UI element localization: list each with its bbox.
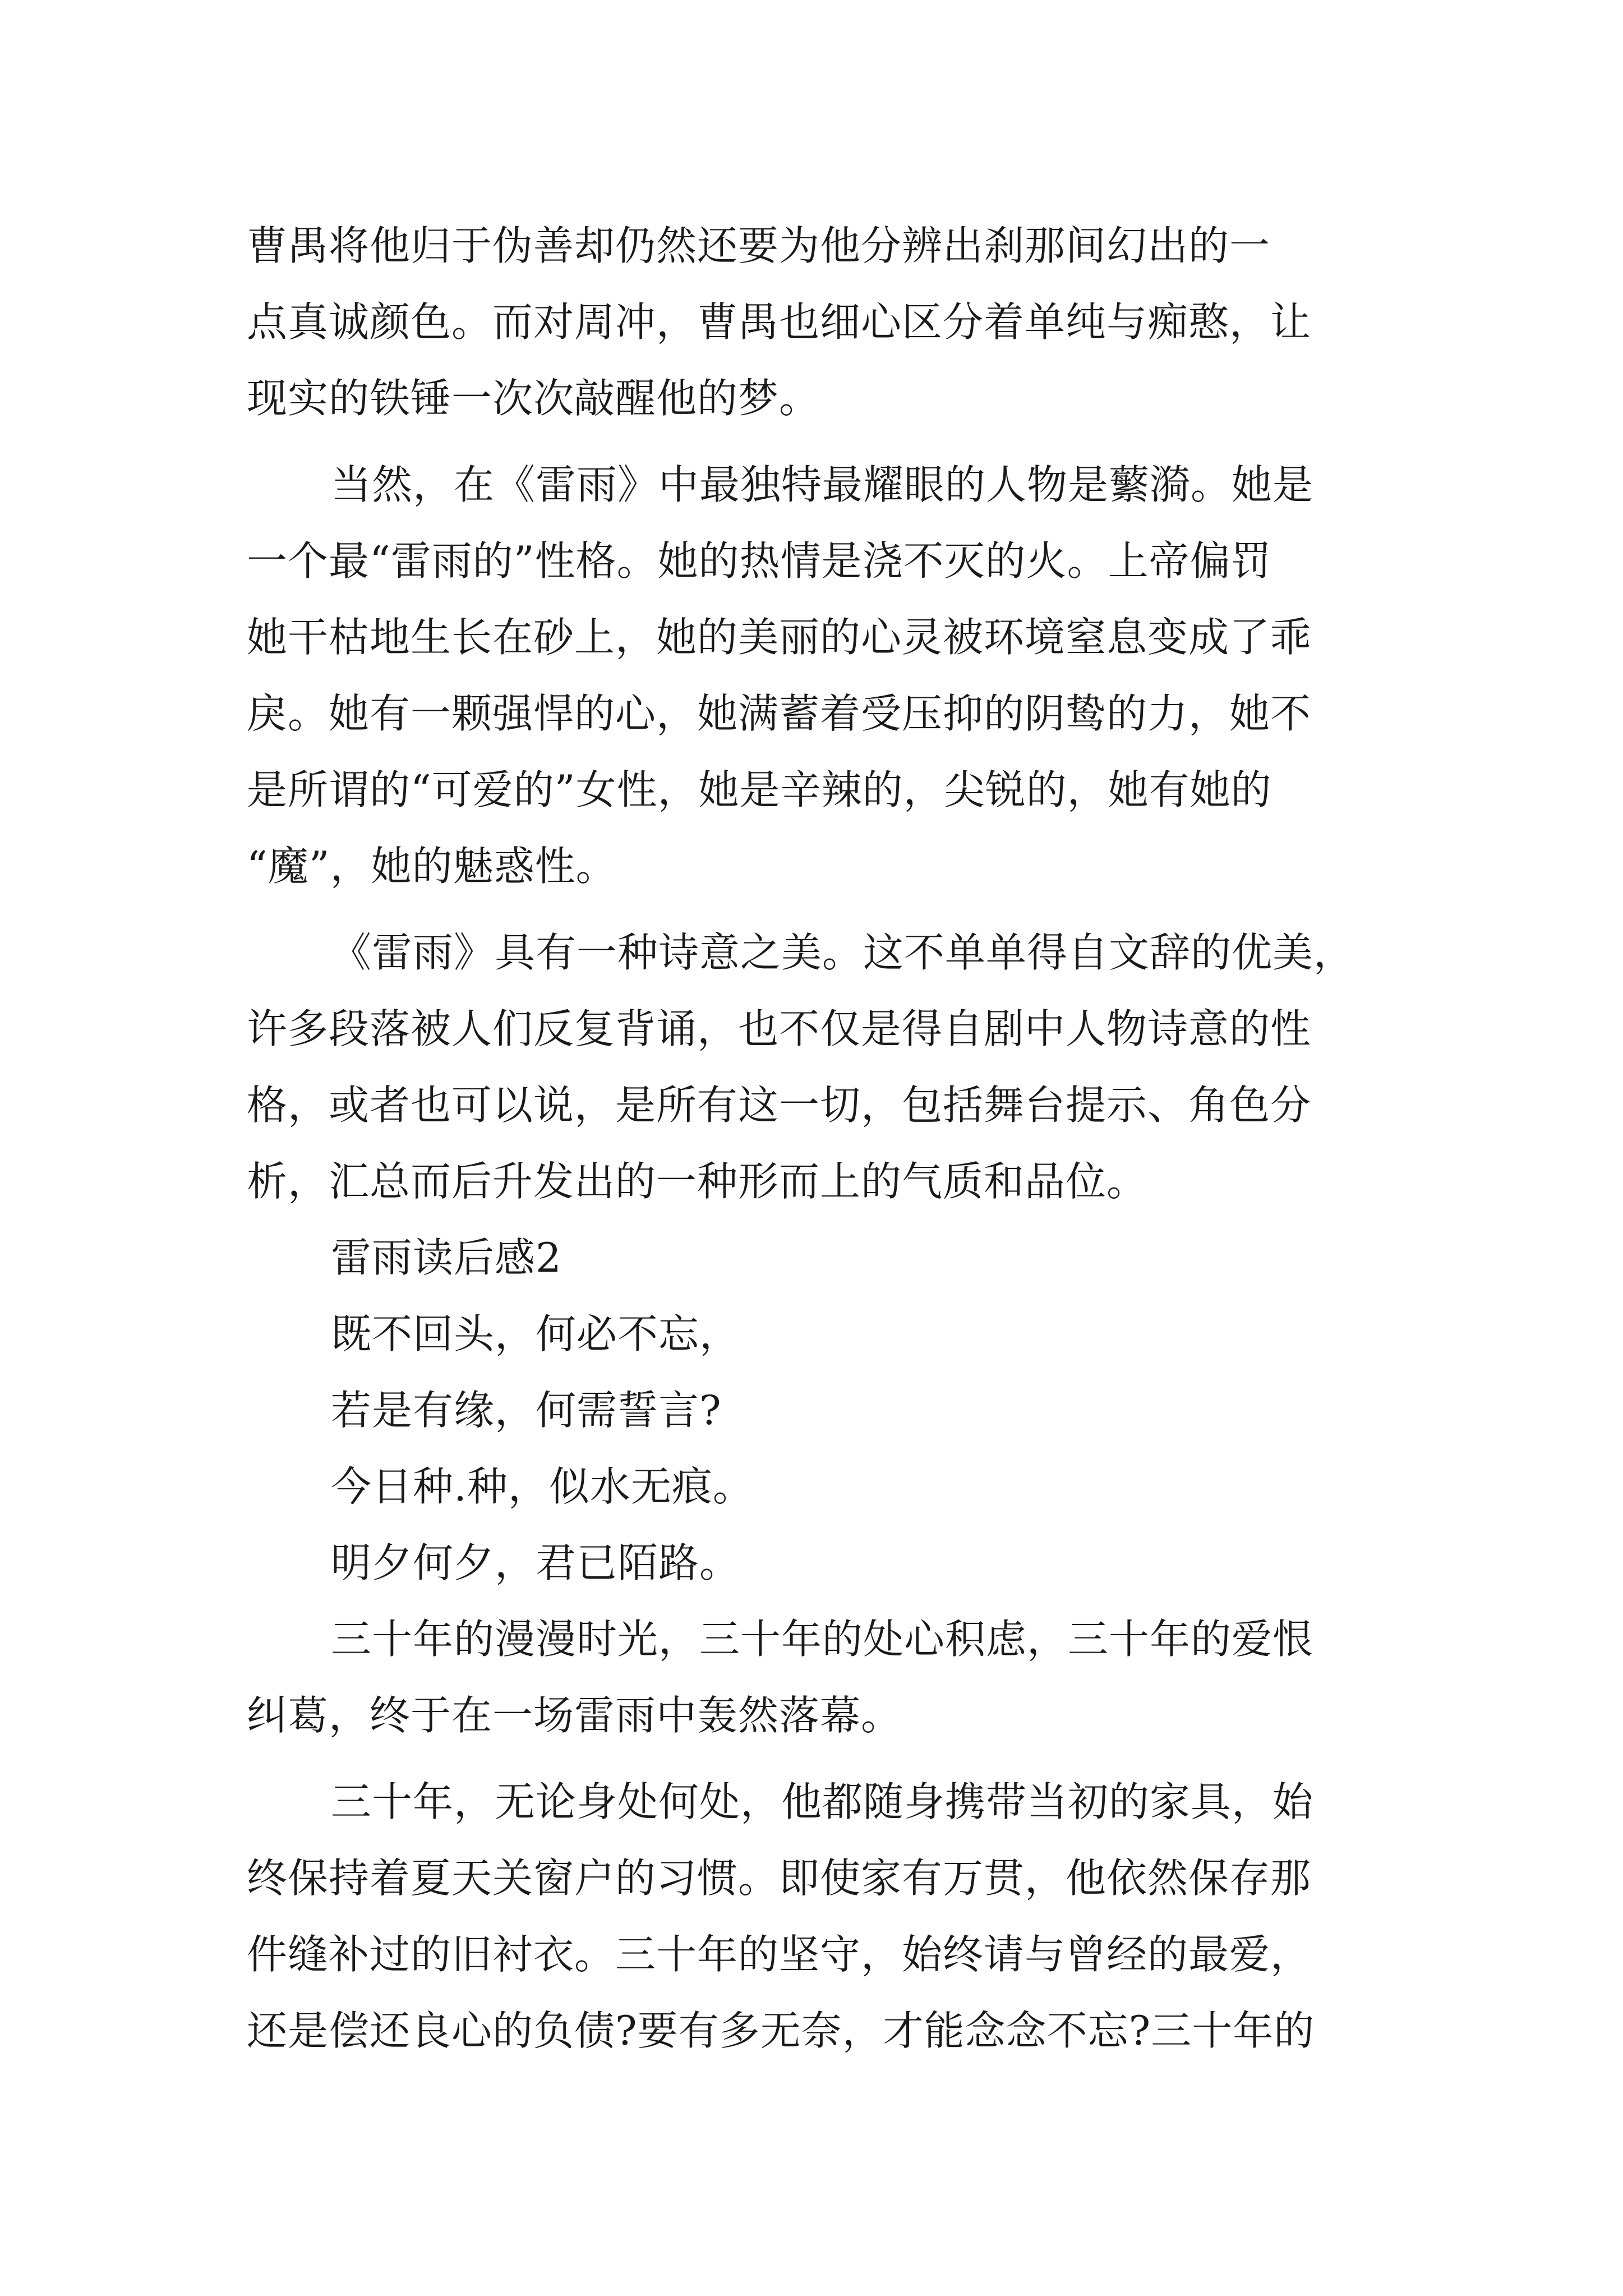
poem-line: 若是有缘，何需誓言? bbox=[331, 1387, 722, 1434]
text-line: 当然，在《雷雨》中最独特最耀眼的人物是蘩漪。她是 bbox=[331, 461, 1314, 508]
text-line: “魔”，她的魅惑性。 bbox=[247, 843, 617, 890]
paragraph bbox=[247, 1601, 1385, 1754]
text-line: 曹禺将他归于伪善却仍然还要为他分辨出刹那间幻出的一 bbox=[247, 222, 1271, 269]
poem-line: 明夕何夕，君已陌路。 bbox=[331, 1539, 741, 1586]
text-line: 三十年的漫漫时光，三十年的处心积虑，三十年的爱恨 bbox=[331, 1616, 1314, 1663]
text-line: 现实的铁锤一次次敲醒他的梦。 bbox=[247, 375, 820, 422]
text-line: 点真诚颜色。而对周冲，曹禺也细心区分着单纯与痴憨，让 bbox=[247, 298, 1312, 346]
text-line: 格，或者也可以说，是所有这一切，包括舞台提示、角色分 bbox=[247, 1082, 1312, 1129]
text-line: 戾。她有一颗强悍的心，她满蓄着受压抑的阴鸷的力，她不 bbox=[247, 690, 1312, 737]
text-line: 雷雨读后感2 bbox=[331, 1234, 562, 1281]
poem-line: 今日种.种，似水无痕。 bbox=[331, 1463, 754, 1510]
poem bbox=[247, 1296, 1385, 1601]
section-heading bbox=[247, 1220, 1385, 1296]
document-body bbox=[247, 208, 1385, 2069]
text-line: 析，汇总而后升发出的一种形而上的气质和品位。 bbox=[247, 1158, 1148, 1205]
text-line: 还是偿还良心的负债?要有多无奈，才能念念不忘?三十年的 bbox=[247, 2007, 1315, 2054]
text-line: 她干枯地生长在砂上，她的美丽的心灵被环境窒息变成了乖 bbox=[247, 614, 1312, 661]
paragraph bbox=[247, 914, 1385, 1220]
paragraph bbox=[247, 208, 1385, 436]
text-line: 纠葛，终于在一场雷雨中轰然落幕。 bbox=[247, 1692, 902, 1739]
paragraph bbox=[247, 1764, 1385, 2069]
text-line: 《雷雨》具有一种诗意之美。这不单单得自文辞的优美， bbox=[331, 929, 1355, 976]
text-line: 是所谓的“可爱的”女性，她是辛辣的，尖锐的，她有她的 bbox=[247, 766, 1272, 813]
text-line: 许多段落被人们反复背诵，也不仅是得自剧中人物诗意的性 bbox=[247, 1005, 1312, 1052]
paragraph bbox=[247, 447, 1385, 904]
text-line: 三十年，无论身处何处，他都随身携带当初的家具，始 bbox=[331, 1778, 1314, 1825]
text-line: 件缝补过的旧衬衣。三十年的坚守，始终请与曾经的最爱， bbox=[247, 1931, 1312, 1978]
text-line: 终保持着夏天关窗户的习惯。即使家有万贯，他依然保存那 bbox=[247, 1855, 1312, 1902]
text-line: 一个最“雷雨的”性格。她的热情是浇不灭的火。上帝偏罚 bbox=[247, 537, 1272, 585]
poem-line: 既不回头，何必不忘， bbox=[331, 1310, 741, 1358]
